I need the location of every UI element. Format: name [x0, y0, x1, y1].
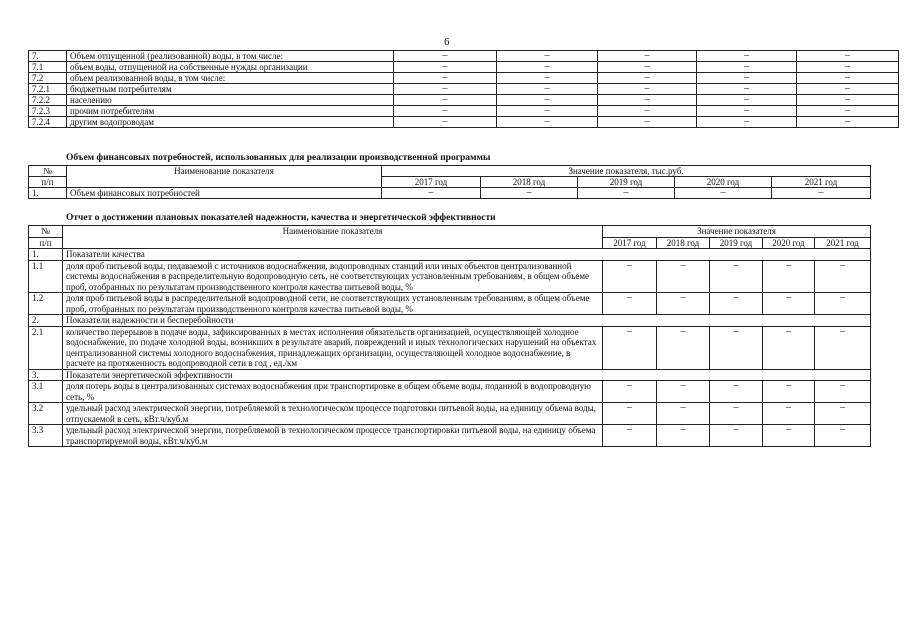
financial-needs-table	[28, 165, 871, 199]
col-num-header-2: п/п	[29, 177, 67, 188]
section-title: Показатели надежности и бесперебойности	[63, 315, 871, 327]
value-cell: –	[697, 106, 797, 117]
row-name: доля проб питьевой воды в распределительной водопроводной сети, не соответствующих установленным требованиям, в общем объеме проб, отобранных по результатам производственного контроля качества питьевой воды, %	[63, 293, 603, 315]
year-header: 2020 год	[675, 177, 772, 188]
value-cell: –	[603, 293, 657, 315]
row-number: 7.2.2	[29, 95, 67, 106]
row-number: 3.	[29, 369, 63, 381]
value-cell: –	[675, 188, 772, 199]
section-title: Показатели энергетической эффективности	[63, 369, 871, 381]
value-cell: –	[394, 73, 497, 84]
row-name: населению	[67, 95, 394, 106]
year-header: 2021 год	[772, 177, 871, 188]
value-cell: –	[697, 117, 797, 128]
value-cell: –	[815, 326, 871, 369]
value-cell: –	[598, 73, 697, 84]
table-row	[29, 403, 871, 425]
value-cell: –	[763, 293, 815, 315]
value-cell: –	[394, 117, 497, 128]
value-cell: –	[497, 84, 598, 95]
value-cell: –	[394, 51, 497, 62]
col-num-header-2: п/п	[29, 237, 63, 249]
value-cell: –	[697, 84, 797, 95]
col-name-header: Наименование показателя	[67, 166, 382, 188]
value-cell: –	[815, 403, 871, 425]
value-cell: –	[598, 95, 697, 106]
value-cell: –	[578, 188, 675, 199]
row-number: 7.2.1	[29, 84, 67, 95]
value-cell: –	[598, 62, 697, 73]
row-number: 3.3	[29, 425, 63, 447]
year-header: 2021 год	[815, 237, 871, 249]
value-cell: –	[797, 95, 899, 106]
value-cell: –	[497, 51, 598, 62]
row-number: 3.1	[29, 381, 63, 403]
value-cell: –	[815, 293, 871, 315]
value-cell: –	[697, 51, 797, 62]
value-cell: –	[497, 73, 598, 84]
value-cell: –	[598, 51, 697, 62]
row-number: 2.1	[29, 326, 63, 369]
year-header: 2019 год	[710, 237, 763, 249]
value-cell: –	[763, 403, 815, 425]
row-name: Объем финансовых потребностей	[67, 188, 382, 199]
value-cell: –	[710, 403, 763, 425]
table-row	[29, 425, 871, 447]
value-cell: –	[497, 106, 598, 117]
value-cell: –	[657, 293, 710, 315]
table-row	[29, 51, 899, 62]
row-number: 7.	[29, 51, 67, 62]
col-name-header: Наименование показателя	[63, 226, 603, 249]
table-row	[29, 84, 899, 95]
indicators-report-heading: Отчет о достижении плановых показателей надежности, качества и энергетической эффективности	[66, 213, 496, 223]
value-cell: –	[772, 188, 871, 199]
year-header: 2019 год	[578, 177, 675, 188]
value-cell: –	[763, 425, 815, 447]
row-name: объем реализованной воды, в том числе:	[67, 73, 394, 84]
col-num-header: №	[29, 166, 67, 177]
value-cell: –	[497, 62, 598, 73]
row-number: 1.1	[29, 260, 63, 293]
value-cell: –	[598, 106, 697, 117]
row-name: удельный расход электрической энергии, потребляемой в технологическом процессе транспортировки питьевой воды, на единицу объема транспортируемой воды, кВт.ч/куб.м	[63, 425, 603, 447]
value-cell: –	[603, 425, 657, 447]
value-cell: –	[603, 326, 657, 369]
value-cell: –	[394, 84, 497, 95]
value-cell: –	[657, 326, 710, 369]
row-number: 1.	[29, 249, 63, 261]
page-number: 6	[444, 36, 450, 48]
table-row	[29, 293, 871, 315]
row-name: Объем отпущенной (реализованной) воды, в том числе:	[67, 51, 394, 62]
indicators-table	[28, 225, 871, 447]
value-cell: –	[497, 95, 598, 106]
year-header: 2018 год	[481, 177, 578, 188]
table-row	[29, 369, 871, 381]
row-name: удельный расход электрической энергии, потребляемой в технологическом процессе подготовки питьевой воды, на единицу объема воды, отпускаемой в сеть, кВт.ч/куб.м	[63, 403, 603, 425]
row-number: 7.2	[29, 73, 67, 84]
row-name: другим водопроводам	[67, 117, 394, 128]
year-header: 2017 год	[603, 237, 657, 249]
value-cell: –	[657, 403, 710, 425]
value-cell: –	[603, 403, 657, 425]
value-cell: –	[657, 425, 710, 447]
row-name: доля проб питьевой воды, подаваемой с источников водоснабжения, водопроводных станций или иных объектов централизованной системы водоснабжения в распределительную водопроводную сеть, не соответствующих установленным требованиям, в общем объеме проб, отобранных по результатам производственного контроля качества питьевой воды, %	[63, 260, 603, 293]
row-number: 3.2	[29, 403, 63, 425]
value-cell: –	[763, 326, 815, 369]
value-cell: –	[697, 73, 797, 84]
value-cell: –	[763, 381, 815, 403]
value-cell: –	[394, 62, 497, 73]
row-name: количество перерывов в подаче воды, зафиксированных в местах исполнения обязательств организацией, осуществляющей холодное водоснабжение, по подаче холодной воды, возникших в результате аварий, повреждений и иных технологических нарушений на объектах централизованной системы холодного водоснабжения, принадлежащих организации, осуществляющей холодное водоснабжение, в расчете на протяженность водопроводной сети в год , ед./км	[63, 326, 603, 369]
value-cell: –	[697, 95, 797, 106]
value-cell: –	[797, 51, 899, 62]
row-number: 1.	[29, 188, 67, 199]
value-cell: –	[657, 381, 710, 403]
row-number: 2.	[29, 315, 63, 327]
section-title: Показатели качества	[63, 249, 871, 261]
table-row	[29, 95, 899, 106]
year-header: 2020 год	[763, 237, 815, 249]
table-row	[29, 326, 871, 369]
value-cell: –	[394, 95, 497, 106]
row-name: бюджетным потребителям	[67, 84, 394, 95]
row-name: прочим потребителям	[67, 106, 394, 117]
financial-needs-heading: Объем финансовых потребностей, использованных для реализации производственной программы	[66, 153, 491, 163]
value-cell: –	[815, 381, 871, 403]
value-cell: –	[603, 260, 657, 293]
value-cell: –	[394, 106, 497, 117]
value-cell: –	[481, 188, 578, 199]
value-cell: –	[697, 62, 797, 73]
value-cell: –	[598, 84, 697, 95]
value-cell: –	[710, 326, 763, 369]
value-cell: –	[710, 381, 763, 403]
value-cell: –	[497, 117, 598, 128]
row-name: доля потерь воды в централизованных системах водоснабжения при транспортировке в общем объеме воды, поданной в водопроводную сеть, %	[63, 381, 603, 403]
table-row	[29, 73, 899, 84]
value-cell: –	[763, 260, 815, 293]
year-header: 2017 год	[382, 177, 481, 188]
year-header: 2018 год	[657, 237, 710, 249]
col-num-header: №	[29, 226, 63, 238]
col-value-header: Значение показателя, тыс.руб.	[382, 166, 871, 177]
table-row	[29, 381, 871, 403]
value-cell: –	[710, 293, 763, 315]
value-cell: –	[710, 425, 763, 447]
water-volume-table	[28, 50, 899, 128]
table-row	[29, 188, 871, 199]
col-value-header: Значение показателя	[603, 226, 871, 238]
row-number: 7.2.3	[29, 106, 67, 117]
value-cell: –	[797, 62, 899, 73]
row-number: 7.2.4	[29, 117, 67, 128]
value-cell: –	[815, 425, 871, 447]
value-cell: –	[797, 84, 899, 95]
value-cell: –	[382, 188, 481, 199]
value-cell: –	[797, 73, 899, 84]
value-cell: –	[815, 260, 871, 293]
row-number: 7.1	[29, 62, 67, 73]
row-number: 1.2	[29, 293, 63, 315]
table-row	[29, 117, 899, 128]
value-cell: –	[797, 106, 899, 117]
value-cell: –	[710, 260, 763, 293]
value-cell: –	[797, 117, 899, 128]
value-cell: –	[657, 260, 710, 293]
row-name: объем воды, отпущенной на собственные нужды организации	[67, 62, 394, 73]
table-row	[29, 249, 871, 261]
table-row	[29, 62, 899, 73]
table-row	[29, 106, 899, 117]
value-cell: –	[603, 381, 657, 403]
table-row	[29, 260, 871, 293]
value-cell: –	[598, 117, 697, 128]
table-row	[29, 315, 871, 327]
